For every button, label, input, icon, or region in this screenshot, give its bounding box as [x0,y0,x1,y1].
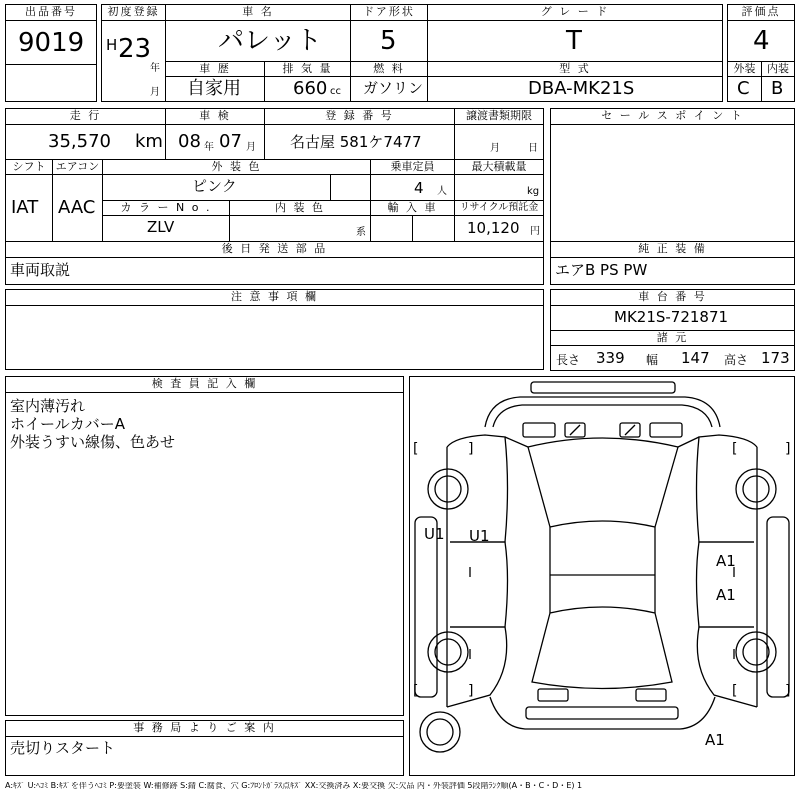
transfer-month: 月 [490,143,500,154]
inspection-month-unit: 月 [246,142,256,153]
plate-value: 名古屋 581ケ7477 [290,133,422,151]
import-cell-a [370,215,413,242]
int-color-cell [229,215,371,242]
bracket-left-rear-open: [ [413,683,419,699]
width-value: 147 [681,349,710,367]
office-value: 売切りスタート [10,739,116,757]
displacement-unit: cc [330,86,341,97]
bracket-right-rear-close: ] [785,683,791,699]
recycle-label: リサイクル預託金 [454,200,544,216]
mileage-value: 35,570 [48,131,111,152]
genuine-label: 純 正 装 備 [550,241,795,258]
transfer-label: 譲渡書類期限 [454,108,544,125]
bracket-right-front-open: [ [732,441,738,457]
int-color-label: 内 装 色 [229,200,371,216]
model-value: DBA-MK21S [528,78,635,99]
displacement-label: 排 気 量 [264,61,351,77]
transfer-cell [454,124,544,160]
fuel-label: 燃 料 [350,61,428,77]
mileage-unit: km [135,131,163,152]
score-label: 評価点 [727,4,795,21]
later-parts-value: 車両取説 [10,261,71,279]
door-value: 5 [380,26,397,56]
later-parts-label: 後 日 発 送 部 品 [5,241,544,258]
color-no-label: カ ラ ー N o . [102,200,230,216]
bracket-right-front-close: ] [785,441,791,457]
inspection-year-unit: 年 [204,142,214,153]
sales-points-box [550,124,795,242]
color-no-value: ZLV [147,218,175,236]
lot-label: 出品番号 [5,4,97,21]
inspection-label: 車 検 [165,108,265,125]
mileage-label: 走 行 [5,108,166,125]
length-value: 339 [596,349,625,367]
history-value: 自家用 [187,78,241,99]
color-label: 外 装 色 [102,159,371,175]
inspection-month: 07 [219,131,242,152]
shift-value: IAT [11,197,39,218]
score-value: 4 [753,26,770,56]
transfer-day: 日 [528,143,538,154]
damage-mark-left-bar: U1 [424,525,445,543]
later-parts-box [5,257,544,285]
chassis-value: MK21S-721871 [614,308,729,326]
capacity-label: 乗車定員 [370,159,455,175]
dims-label: 諸 元 [550,330,795,346]
inspector-line-1: 室内薄汚れ [10,397,86,415]
history-label: 車 歴 [165,61,265,77]
ac-value: AAC [58,197,96,218]
inspector-line-3: 外装うすい線傷、色あせ [10,433,176,451]
shift-label: シフト [5,159,53,175]
damage-diagram [409,376,795,776]
car-body-diagram [410,377,794,775]
inspector-label: 検 査 員 記 入 欄 [5,376,404,393]
height-label: 高さ [724,353,749,367]
sales-points-label: セ ー ル ス ポ イ ン ト [550,108,795,125]
import-label: 輸 入 車 [370,200,455,216]
capacity-unit: 人 [437,186,447,197]
office-label: 事 務 局 よ り ご 案 内 [5,720,404,737]
ac-label: エアコン [52,159,103,175]
length-label: 長さ [556,353,581,367]
color-subcell [330,174,371,201]
capacity-value: 4 [414,179,424,197]
height-value: 173 [761,349,790,367]
legend-footnote: A:ｷｽﾞ U:ﾍｺﾐ B:ｷｽﾞを伴うﾍｺﾐ P:要塗装 W:補修跡 S:錆 C:腐食、穴 G:ﾌﾛﾝﾄｶﾞﾗｽ点ｷｽﾞ XX:交換済み X:要交換 欠:欠品 内・外装評価 5段階ﾗﾝｸ順(A・B・C・D・E) 1 [5,782,583,790]
notes-box [5,305,544,370]
exterior-label: 外装 [727,61,762,77]
bracket-right-rear-open: [ [732,683,738,699]
bracket-left-front-open: [ [413,441,419,457]
interior-label: 内装 [761,61,795,77]
door-label: ドア形状 [350,4,428,21]
bracket-left-front-close: ] [468,441,474,457]
notes-label: 注 意 事 項 欄 [5,289,544,306]
inspector-line-2: ホイールカバーA [10,415,125,433]
recycle-unit: 円 [530,226,540,237]
lot-number: 9019 [18,28,85,58]
import-cell-b [412,215,455,242]
recycle-value: 10,120 [467,219,520,237]
first-reg-year: 23 [118,34,152,64]
plate-label: 登 録 番 号 [264,108,455,125]
car-name: パレット [218,26,322,56]
era: H [106,36,118,54]
year-unit: 年 [150,63,160,74]
exterior-value: C [737,78,750,99]
int-color-unit: 系 [356,227,366,238]
bracket-left-rear-close: ] [468,683,474,699]
lot-blank-cell [5,64,97,102]
width-label: 幅 [646,353,659,367]
color-value: ピンク [192,177,237,195]
model-label: 型 式 [427,61,723,77]
displacement-value: 660 [293,78,328,99]
genuine-value: エアB PS PW [555,261,648,279]
interior-value: B [771,78,784,99]
car-name-label: 車 名 [165,4,351,21]
damage-mark-right-rear-door: A1 [716,586,736,604]
damage-mark-right-front-door: A1 [716,552,736,570]
first-reg-label: 初度登録 [101,4,166,21]
dims-box [550,345,795,371]
load-label: 最大積載量 [454,159,544,175]
damage-mark-rear-bumper: A1 [705,731,725,749]
month-unit: 月 [150,87,160,98]
grade-label: グ レ ー ド [427,4,723,21]
inspection-year: 08 [178,131,201,152]
chassis-label: 車 台 番 号 [550,289,795,306]
grade-value: T [566,26,582,56]
damage-mark-left-front-door: U1 [469,527,490,545]
load-unit: kg [527,186,540,197]
fuel-value: ガソリン [363,79,424,97]
